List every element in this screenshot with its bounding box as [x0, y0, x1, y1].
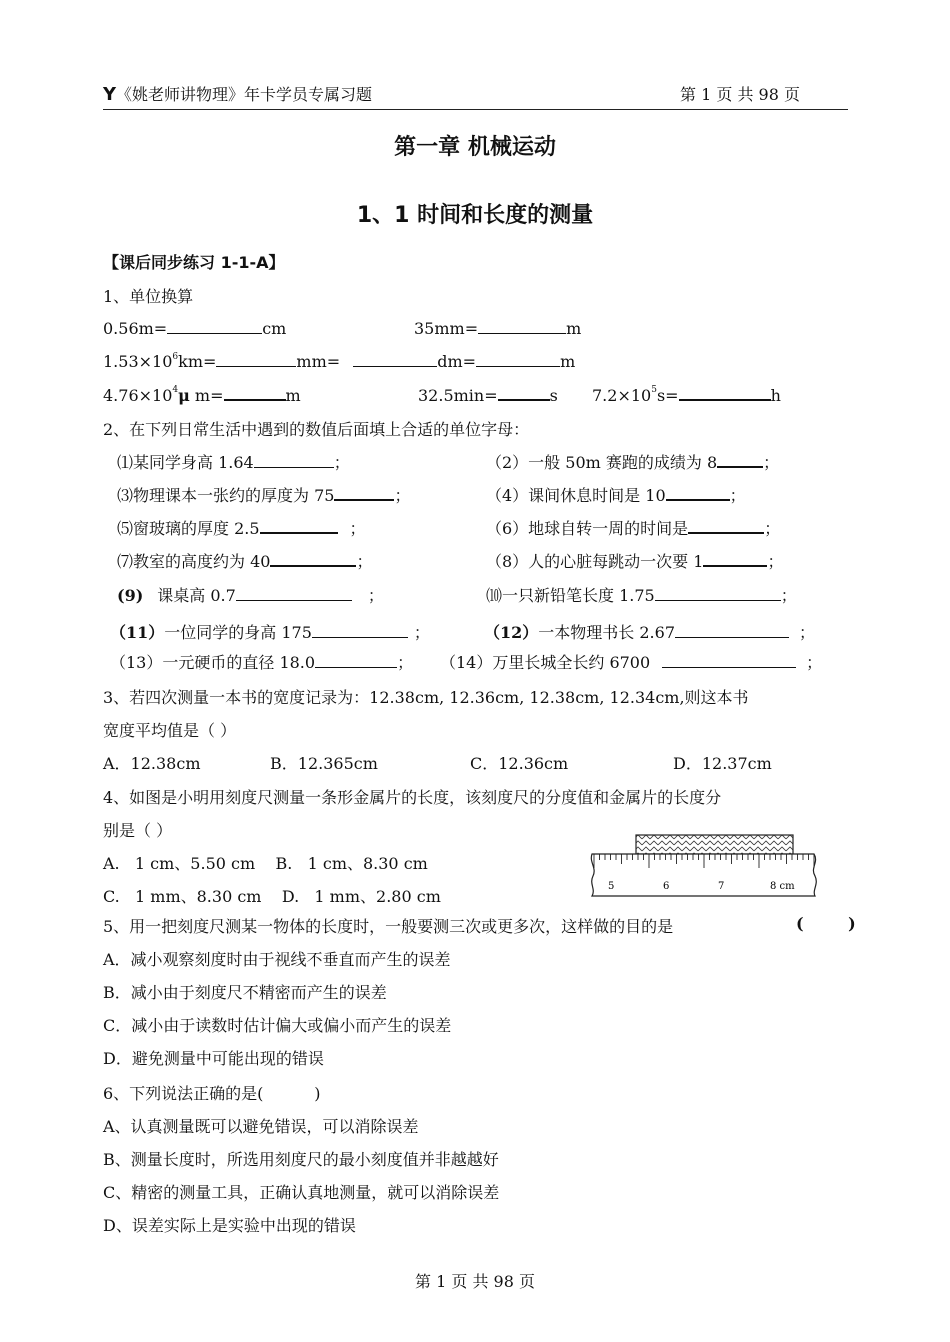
q3-option-b[interactable]: B．12.365cm	[270, 754, 378, 773]
q1-line3-c: $7.2\times 10^5s= h$	[592, 385, 781, 405]
answer-blank[interactable]	[655, 585, 781, 601]
q4-stem-line2: 别是（ ）	[103, 821, 173, 840]
q2-item-6: （6）地球自转一周的时间是 ；	[486, 519, 781, 538]
q5-stem: 5、用一把刻度尺测某一物体的长度时，一般要测三次或更多次，这样做的目的是	[103, 917, 674, 936]
answer-blank[interactable]	[478, 318, 566, 334]
answer-blank[interactable]	[216, 351, 296, 367]
ruler-figure	[586, 834, 822, 898]
q1-line2: $1.53\times 10^6km= mm= dm= m$	[103, 352, 576, 371]
q3-stem-line2: 宽度平均值是（ ）	[103, 721, 237, 740]
q1-line1-b: 35mm= m	[414, 319, 582, 338]
exercise-label: 【课后同步练习 1-1-A】	[103, 253, 285, 272]
logo-icon: Y	[103, 84, 117, 105]
q2-item-2: （2）一般 50m 赛跑的成绩为 8 ；	[486, 453, 780, 472]
q3-option-d[interactable]: D．12.37cm	[673, 754, 772, 773]
q1-line1-a: 0.56m= cm	[103, 319, 287, 338]
q1-title: 1、单位换算	[103, 287, 194, 306]
answer-blank[interactable]	[334, 484, 394, 501]
q5-option-d[interactable]: D．避免测量中可能出现的错误	[103, 1049, 324, 1068]
q4-stem-line1: 4、如图是小明用刻度尺测量一条形金属片的长度，该刻度尺的分度值和金属片的长度分	[103, 788, 722, 807]
answer-blank[interactable]	[675, 622, 789, 638]
answer-blank[interactable]	[353, 351, 437, 367]
q2-item-13: （13）一元硬币的直径 18.0 ；	[110, 653, 414, 672]
answer-blank[interactable]	[717, 451, 763, 468]
answer-blank[interactable]	[236, 585, 352, 601]
q6-stem: 6、下列说法正确的是( )	[103, 1084, 321, 1103]
q3-stem-line1: 3、若四次测量一本书的宽度记录为：12.38cm, 12.36cm, 12.38cm, 12.34cm,则这本书	[103, 688, 749, 707]
q5-option-b[interactable]: B．减小由于刻度尺不精密而产生的误差	[103, 983, 387, 1002]
ruler-label: 8 cm	[770, 881, 795, 892]
q1-line3-b: 32.5min= s	[418, 386, 558, 405]
q5-option-a[interactable]: A．减小观察刻度时由于视线不垂直而产生的误差	[103, 950, 451, 969]
section-title: 1、1 时间和长度的测量	[356, 203, 594, 228]
answer-blank[interactable]	[662, 652, 796, 668]
answer-blank[interactable]	[688, 517, 764, 534]
ruler-svg	[586, 834, 822, 898]
q1-line3-a: $4.76\times 10^4\mu$ m= m	[103, 385, 301, 405]
answer-blank[interactable]	[167, 318, 262, 334]
answer-blank[interactable]	[315, 652, 397, 668]
q2-title: 2、在下列日常生活中遇到的数值后面填上合适的单位字母：	[103, 420, 530, 439]
ruler-label: 7	[718, 881, 725, 892]
header-bar	[103, 82, 372, 105]
answer-blank[interactable]	[703, 550, 767, 567]
answer-blank[interactable]	[260, 517, 338, 534]
q2-item-10: ⑽一只新铅笔长度 1.75 ；	[486, 586, 797, 605]
q5-option-c[interactable]: C．减小由于读数时估计偏大或偏小而产生的误差	[103, 1016, 452, 1035]
q2-item-8: （8）人的心脏每跳动一次要 1 ；	[486, 552, 784, 571]
q6-option-b[interactable]: B、测量长度时，所选用刻度尺的最小刻度值并非越越好	[103, 1150, 499, 1169]
q3-option-c[interactable]: C．12.36cm	[470, 754, 569, 773]
answer-blank[interactable]	[224, 384, 286, 401]
answer-blank[interactable]	[254, 452, 334, 468]
q5-answer-paren: ( )	[796, 914, 856, 933]
header-divider	[103, 109, 848, 110]
ruler-label: 5	[608, 881, 615, 892]
answer-blank[interactable]	[498, 384, 550, 401]
q6-option-c[interactable]: C、精密的测量工具，正确认真地测量，就可以消除误差	[103, 1183, 500, 1202]
q2-item-9: (9) 课桌高 0.7 ；	[117, 586, 384, 605]
q2-item-1: ⑴某同学身高 1.64 ；	[117, 453, 350, 472]
header-page-number: 第 1 页 共 98 页	[680, 85, 800, 104]
chapter-title: 第一章 机械运动	[394, 135, 556, 160]
q4-options-cd[interactable]: C. 1 mm、8.30 cm D. 1 mm、2.80 cm	[103, 887, 441, 906]
q2-item-12: （12）一本物理书长 2.67 ；	[484, 623, 816, 642]
answer-blank[interactable]	[679, 384, 771, 401]
q2-item-4: （4）课间休息时间是 10 ；	[486, 486, 746, 505]
answer-blank[interactable]	[270, 550, 356, 567]
header-title: 《姚老师讲物理》年卡学员专属习题	[116, 85, 373, 104]
ruler-label: 6	[663, 881, 670, 892]
q2-item-14: （14）万里长城全长约 6700 ；	[440, 653, 823, 672]
q3-option-a[interactable]: A．12.38cm	[103, 754, 201, 773]
q2-item-7: ⑺教室的高度约为 40 ；	[117, 552, 373, 571]
answer-blank[interactable]	[476, 351, 560, 367]
q2-item-5: ⑸窗玻璃的厚度 2.5 ；	[117, 519, 366, 538]
q2-item-11: （11）一位同学的身高 175 ；	[110, 623, 430, 642]
metal-strip	[636, 835, 793, 854]
q6-option-a[interactable]: A、认真测量既可以避免错误，可以消除误差	[103, 1117, 419, 1136]
q2-item-3: ⑶物理课本一张约的厚度为 75 ；	[117, 486, 411, 505]
q4-options-ab[interactable]: A. 1 cm、5.50 cm B. 1 cm、8.30 cm	[103, 854, 428, 873]
answer-blank[interactable]	[666, 484, 730, 501]
answer-blank[interactable]	[312, 622, 408, 638]
footer-page-number: 第 1 页 共 98 页	[415, 1272, 535, 1291]
q6-option-d[interactable]: D、误差实际上是实验中出现的错误	[103, 1216, 356, 1235]
